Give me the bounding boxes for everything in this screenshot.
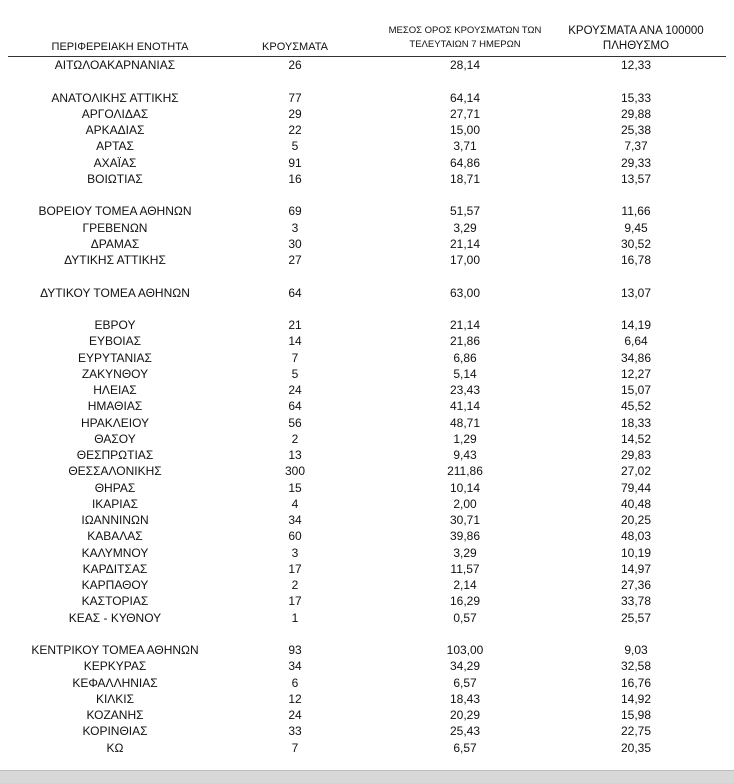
cell-region: ΖΑΚΥΝΘΟΥ — [81, 366, 149, 381]
cell-per-100k: 34,86 — [620, 350, 652, 365]
cell-seven-day-average: 3,71 — [453, 139, 477, 154]
cell-region: ΑΡΚΑΔΙΑΣ — [85, 123, 145, 137]
header-cases: ΚΡΟΥΣΜΑΤΑ — [262, 41, 328, 53]
cell-cases: 30 — [288, 236, 302, 251]
table-row — [0, 561, 734, 577]
cell-seven-day-average: 2,00 — [453, 496, 477, 511]
table-row — [0, 285, 734, 301]
cell-region: ΔΥΤΙΚΟΥ ΤΟΜΕΑ ΑΘΗΝΩΝ — [40, 285, 190, 300]
table-row — [0, 350, 734, 366]
cell-cases: 5 — [291, 139, 299, 154]
table-row — [0, 528, 734, 544]
cell-cases: 91 — [288, 155, 302, 170]
cell-per-100k: 6,64 — [624, 334, 648, 349]
cell-per-100k: 15,07 — [620, 383, 652, 397]
cell-seven-day-average: 21,14 — [449, 236, 481, 251]
cell-seven-day-average: 11,57 — [450, 561, 480, 576]
cell-per-100k: 40,48 — [620, 496, 652, 511]
header-per-line-2: ΠΛΗΘΥΣΜΟ — [602, 40, 670, 52]
cell-per-100k: 25,57 — [620, 610, 652, 625]
cell-cases: 4 — [291, 496, 299, 511]
table-row — [0, 220, 734, 236]
table-row — [0, 122, 734, 138]
cell-seven-day-average: 6,57 — [453, 675, 477, 690]
table-row — [0, 691, 734, 707]
cell-region: ΘΕΣΣΑΛΟΝΙΚΗΣ — [68, 464, 162, 479]
header-avg-line-1: ΜΕΣΟΣ ΟΡΟΣ ΚΡΟΥΣΜΑΤΩΝ ΤΩΝ — [388, 25, 542, 36]
cell-per-100k: 11,66 — [621, 204, 651, 219]
cell-cases: 17 — [288, 561, 302, 576]
cell-per-100k: 48,03 — [620, 529, 652, 544]
cell-per-100k: 15,33 — [620, 90, 652, 105]
cell-cases: 34 — [288, 659, 302, 674]
cell-cases: 21 — [288, 318, 302, 332]
cell-cases: 13 — [288, 448, 302, 462]
cell-region: ΚΑΣΤΟΡΙΑΣ — [81, 594, 149, 609]
cell-seven-day-average: 5,14 — [453, 366, 477, 381]
table-row — [0, 203, 734, 219]
cell-cases: 300 — [284, 464, 306, 479]
cell-cases: 12 — [288, 691, 302, 706]
cell-region: ΘΑΣΟΥ — [94, 431, 136, 446]
cell-seven-day-average: 28,14 — [449, 58, 481, 72]
cell-region: ΚΟΡΙΝΘΙΑΣ — [82, 724, 148, 739]
cell-region: ΚΕΡΚΥΡΑΣ — [83, 659, 147, 674]
cell-cases: 26 — [288, 58, 302, 72]
cell-per-100k: 27,36 — [620, 578, 652, 592]
cell-seven-day-average: 3,29 — [453, 220, 477, 235]
cell-cases: 77 — [288, 90, 302, 105]
cell-cases: 15 — [288, 480, 302, 495]
cell-per-100k: 20,35 — [620, 740, 652, 755]
cell-cases: 3 — [291, 545, 299, 560]
cell-region: ΔΡΑΜΑΣ — [90, 236, 140, 251]
cell-seven-day-average: 18,43 — [449, 691, 481, 706]
cell-seven-day-average: 27,71 — [449, 106, 481, 121]
cell-seven-day-average: 39,86 — [449, 529, 481, 544]
cell-per-100k: 14,52 — [620, 431, 652, 446]
table-body — [0, 57, 734, 756]
table-row — [0, 236, 734, 252]
cell-cases: 33 — [288, 724, 302, 739]
cell-per-100k: 9,45 — [624, 220, 648, 235]
table-row — [0, 593, 734, 609]
cell-seven-day-average: 34,29 — [449, 659, 481, 674]
table-row — [0, 90, 734, 106]
table-row — [0, 415, 734, 431]
cell-cases: 56 — [288, 415, 302, 430]
cell-per-100k: 20,25 — [620, 513, 652, 527]
cell-seven-day-average: 30,71 — [449, 513, 481, 527]
cell-region: ΚΕΑΣ - ΚΥΘΝΟΥ — [68, 610, 162, 625]
table-row — [0, 171, 734, 187]
cell-per-100k: 16,78 — [620, 253, 652, 267]
table-row — [0, 658, 734, 674]
cell-seven-day-average: 17,00 — [449, 253, 481, 267]
cell-region: ΑΡΤΑΣ — [96, 139, 134, 154]
cell-seven-day-average: 18,71 — [449, 171, 481, 186]
table-row — [0, 382, 734, 398]
cell-seven-day-average: 0,57 — [453, 610, 477, 625]
cell-cases: 1 — [291, 610, 299, 625]
cell-cases: 2 — [291, 578, 299, 592]
cell-region: ΚΙΛΚΙΣ — [95, 691, 135, 706]
table-row — [0, 333, 734, 349]
cell-per-100k: 32,58 — [620, 659, 652, 674]
cell-per-100k: 29,88 — [620, 106, 652, 121]
cell-region: ΚΕΝΤΡΙΚΟΥ ΤΟΜΕΑ ΑΘΗΝΩΝ — [31, 643, 199, 657]
cell-per-100k: 7,37 — [624, 139, 648, 154]
table-row — [0, 431, 734, 447]
cell-cases: 16 — [288, 171, 302, 186]
cell-per-100k: 12,27 — [620, 366, 652, 381]
cell-region: ΚΩ — [106, 740, 124, 755]
cell-cases: 2 — [291, 431, 299, 446]
cell-region: ΚΑΡΔΙΤΣΑΣ — [82, 561, 148, 576]
cell-cases: 22 — [288, 123, 302, 137]
header-per-line-1: ΚΡΟΥΣΜΑΤΑ ΑΝΑ 100000 — [568, 25, 704, 37]
cell-seven-day-average: 6,86 — [453, 350, 477, 365]
cell-per-100k: 18,33 — [620, 415, 652, 430]
table-row — [0, 463, 734, 479]
cell-cases: 93 — [288, 643, 302, 657]
cell-region: ΗΜΑΘΙΑΣ — [87, 399, 143, 414]
table-row — [0, 740, 734, 756]
cell-cases: 24 — [288, 708, 302, 722]
cell-per-100k: 15,98 — [620, 708, 652, 722]
cell-cases: 7 — [291, 350, 299, 365]
cell-per-100k: 14,97 — [620, 561, 652, 576]
cell-seven-day-average: 15,00 — [449, 123, 481, 137]
cell-seven-day-average: 6,57 — [453, 740, 477, 755]
cell-region: ΚΕΦΑΛΛΗΝΙΑΣ — [72, 675, 158, 690]
cell-per-100k: 9,03 — [624, 643, 648, 657]
cell-cases: 64 — [288, 399, 302, 414]
cell-per-100k: 30,52 — [620, 236, 652, 251]
cell-per-100k: 12,33 — [620, 58, 652, 72]
table-row — [0, 480, 734, 496]
cell-per-100k: 16,76 — [620, 675, 652, 690]
cell-region: ΒΟΡΕΙΟΥ ΤΟΜΕΑ ΑΘΗΝΩΝ — [38, 204, 192, 219]
cell-per-100k: 25,38 — [620, 123, 652, 137]
cell-seven-day-average: 16,29 — [449, 594, 481, 609]
table-row — [0, 545, 734, 561]
cell-cases: 14 — [288, 334, 302, 349]
cell-region: ΕΥΒΟΙΑΣ — [88, 334, 142, 349]
cell-region: ΒΟΙΩΤΙΑΣ — [87, 171, 143, 186]
cell-cases: 34 — [288, 513, 302, 527]
table-row — [0, 512, 734, 528]
cell-region: ΑΙΤΩΛΟΑΚΑΡΝΑΝΙΑΣ — [54, 58, 176, 72]
cell-region: ΗΛΕΙΑΣ — [93, 383, 137, 397]
cell-per-100k: 14,19 — [620, 318, 652, 332]
cell-region: ΘΕΣΠΡΩΤΙΑΣ — [76, 448, 154, 462]
cell-cases: 17 — [288, 594, 302, 609]
cell-cases: 3 — [291, 220, 299, 235]
cell-cases: 60 — [288, 529, 302, 544]
cell-per-100k: 79,44 — [620, 480, 652, 495]
cell-region: ΙΩΑΝΝΙΝΩΝ — [81, 513, 149, 527]
cell-region: ΑΝΑΤΟΛΙΚΗΣ ΑΤΤΙΚΗΣ — [51, 90, 179, 105]
cell-seven-day-average: 64,14 — [449, 90, 481, 105]
cell-region: ΘΗΡΑΣ — [94, 480, 136, 495]
table-row — [0, 723, 734, 739]
table-row — [0, 106, 734, 122]
cell-region: ΚΑΒΑΛΑΣ — [87, 529, 143, 544]
cell-cases: 7 — [291, 740, 299, 755]
cell-cases: 64 — [288, 285, 302, 300]
cell-seven-day-average: 51,57 — [449, 204, 481, 219]
cell-region: ΑΡΓΟΛΙΔΑΣ — [81, 106, 149, 121]
cell-per-100k: 33,78 — [620, 594, 652, 609]
cell-per-100k: 10,19 — [620, 545, 652, 560]
table-row — [0, 252, 734, 268]
table-row — [0, 447, 734, 463]
header-region: ΠΕΡΙΦΕΡΕΙΑΚΗ ΕΝΟΤΗΤΑ — [51, 41, 189, 53]
table-row — [0, 642, 734, 658]
cell-seven-day-average: 48,71 — [449, 415, 481, 430]
cell-region: ΗΡΑΚΛΕΙΟΥ — [80, 415, 150, 430]
cell-cases: 69 — [288, 204, 302, 219]
cell-seven-day-average: 3,29 — [453, 545, 477, 560]
table-row — [0, 366, 734, 382]
cell-region: ΕΒΡΟΥ — [94, 318, 136, 332]
table-row — [0, 675, 734, 691]
cell-per-100k: 13,57 — [620, 171, 652, 186]
cell-seven-day-average: 20,29 — [449, 708, 481, 722]
cell-per-100k: 27,02 — [620, 464, 652, 479]
table-row — [0, 398, 734, 414]
header-avg-line-2: ΤΕΛΕΥΤΑΙΩΝ 7 ΗΜΕΡΩΝ — [409, 39, 521, 50]
cell-seven-day-average: 63,00 — [449, 285, 481, 300]
cell-seven-day-average: 25,43 — [449, 724, 481, 739]
cell-seven-day-average: 1,29 — [453, 431, 477, 446]
cell-cases: 5 — [291, 366, 299, 381]
cell-cases: 27 — [288, 253, 302, 267]
cell-cases: 24 — [288, 383, 302, 397]
header-per-100k — [556, 24, 716, 54]
cell-region: ΚΑΛΥΜΝΟΥ — [81, 545, 149, 560]
table-row — [0, 496, 734, 512]
cell-seven-day-average: 10,14 — [449, 480, 481, 495]
header-seven-day-average — [385, 24, 545, 52]
cell-region: ΚΑΡΠΑΘΟΥ — [81, 578, 149, 592]
cell-seven-day-average: 211,86 — [447, 464, 483, 479]
table-row — [0, 317, 734, 333]
cell-seven-day-average: 23,43 — [449, 383, 481, 397]
cell-region: ΑΧΑΪΑΣ — [93, 155, 137, 170]
cell-per-100k: 29,83 — [620, 448, 652, 462]
cell-cases: 29 — [288, 106, 302, 121]
cell-region: ΙΚΑΡΙΑΣ — [91, 496, 139, 511]
cell-seven-day-average: 64,86 — [449, 155, 481, 170]
table-row — [0, 577, 734, 593]
cell-seven-day-average: 9,43 — [453, 448, 477, 462]
cell-per-100k: 29,33 — [620, 155, 652, 170]
table-row — [0, 138, 734, 154]
cell-per-100k: 45,52 — [620, 399, 652, 414]
cell-per-100k: 13,07 — [620, 285, 652, 300]
cell-per-100k: 22,75 — [620, 724, 652, 739]
table-row — [0, 155, 734, 171]
cell-region: ΚΟΖΑΝΗΣ — [86, 708, 144, 722]
cell-region: ΕΥΡΥΤΑΝΙΑΣ — [78, 350, 152, 365]
cell-seven-day-average: 2,14 — [453, 578, 477, 592]
cell-seven-day-average: 21,14 — [449, 318, 481, 332]
bottom-scroll-edge — [0, 770, 734, 783]
cell-region: ΔΥΤΙΚΗΣ ΑΤΤΙΚΗΣ — [64, 253, 166, 267]
table-row — [0, 610, 734, 626]
cell-seven-day-average: 21,86 — [449, 334, 481, 349]
cell-cases: 6 — [291, 675, 299, 690]
cell-seven-day-average: 41,14 — [449, 399, 481, 414]
table-row — [0, 707, 734, 723]
cell-region: ΓΡΕΒΕΝΩΝ — [82, 220, 148, 235]
cell-seven-day-average: 103,00 — [446, 643, 484, 657]
table-row — [0, 57, 734, 73]
cell-per-100k: 14,92 — [620, 691, 652, 706]
